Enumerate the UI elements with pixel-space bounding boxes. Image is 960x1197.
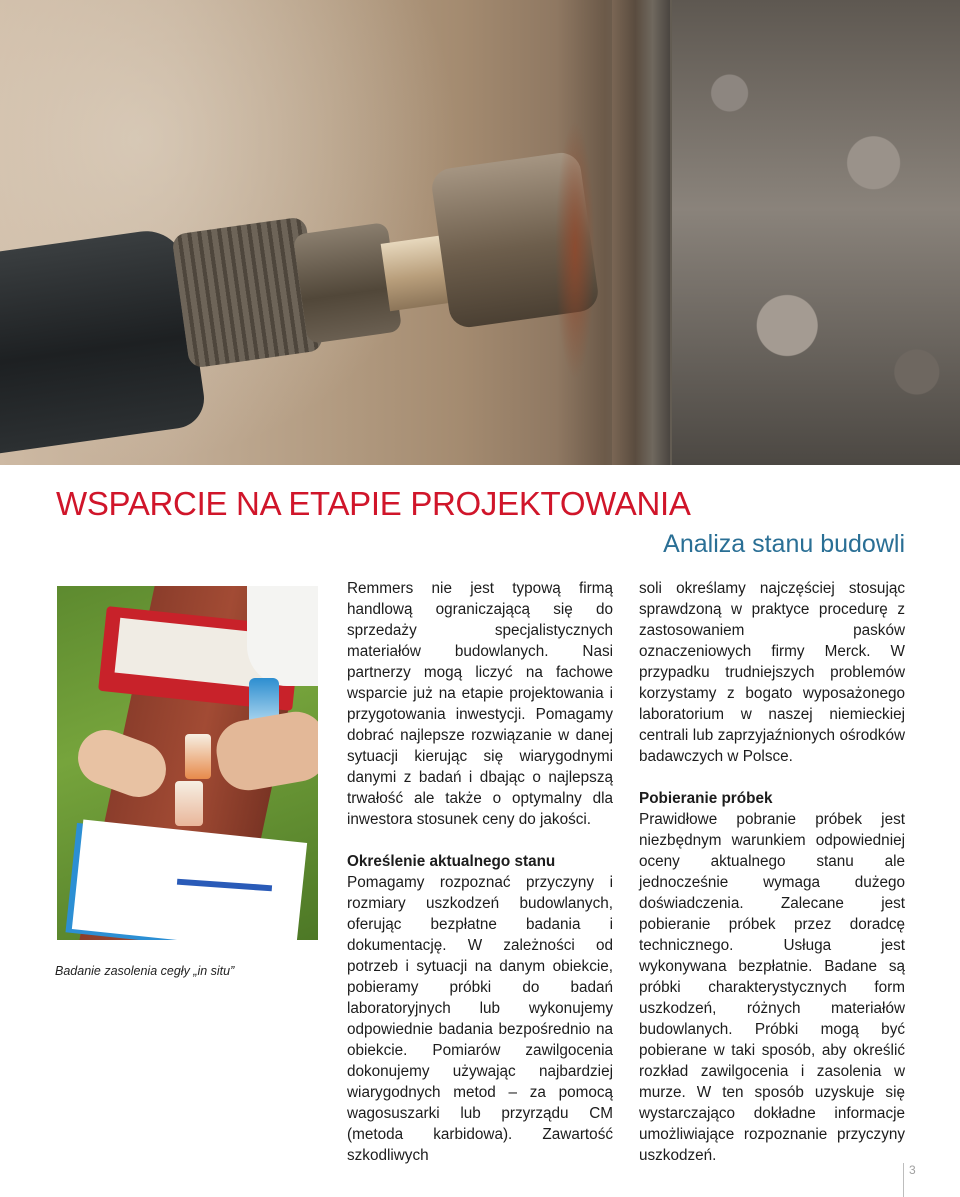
hero-photo-core-drilling — [0, 0, 960, 465]
page-number: 3 — [909, 1163, 916, 1177]
photo-sleeve — [247, 586, 318, 686]
section-paragraph-current-state: Pomagamy rozpoznać przyczyny i rozmiary uszkodzeń budowlanych, oferując bezpłatne badania i dokumentację. W zależności od potrzeb i sytuacji na danym obiekcie, pobieramy próbki do badań laboratoryjnych lub wykonujemy odpowiednie badania bezpośrednio na obiekcie. Pomiarów zawilgocenia dokonujemy używając najbardziej wiarygodnych metod – za pomocą wagosuszarki lub przyrządu CM (metoda karbidowa). Zawartość szkodliwych — [347, 874, 613, 1164]
page-title: WSPARCIE NA ETAPIE PROJEKTOWANIA — [56, 485, 691, 522]
text-column-right — [639, 578, 905, 1166]
page-number-divider — [903, 1163, 904, 1197]
section-heading-current-state: Określenie aktualnego stanu — [347, 853, 556, 870]
figure-photo-salinity-test — [57, 586, 318, 940]
drilling-dust — [555, 120, 595, 380]
section-paragraph-sampling: Prawidłowe pobranie próbek jest niezbędnym warunkiem odpowiedniej oceny aktualnego stanu ale jednocześnie wymaga dużego doświadczenia. Zalecane jest pobieranie próbek przez doradcę technicznego. Usługa jest wykonywana bezpłatnie. Badane są próbki charakterystycznych form uszkodzeń, różnych materiałów budowlanych. Próbki mogą być pobierane w taki sposób, aby określić rozkład zawilgocenia i zasolenia w murze. W ten sposób uzyskuje się wystarczająco dokładne informacje umożliwiające rozpoznanie przyczyny uszkodzeń. — [639, 811, 905, 1164]
wall-edge — [612, 0, 670, 465]
continuation-paragraph: soli określamy najczęściej stosując sprawdzoną w praktyce procedurę z zastosowaniem pasków oznaczeniowych firmy Merck. W przypadku trudniejszych problemów korzystamy z bogato wyposażonego laboratorium w naszej niemieckiej centrali lub zaprzyjaźnionych ośrodków badawczych w Polsce. — [639, 580, 905, 765]
wall-rough-surface — [672, 0, 960, 465]
page-subtitle: Analiza stanu budowli — [663, 530, 905, 558]
photo-jar — [185, 734, 211, 779]
intro-paragraph: Remmers nie jest typową firmą handlową ograniczającą się do sprzedaży specjalistycznych materiałów budowlanych. Nasi partnerzy mogą liczyć na fachowe wsparcie już na etapie projektowania i przygotowania inwestycji. Pomagamy dobrać najlepsze rozwiązanie w danej sytuacji kierując się wiarygodnymi danymi z badań i dbając o najlepszą trwałość ale także o optymalny dla inwestora stosunek ceny do jakości. — [347, 580, 613, 828]
text-column-left — [347, 578, 613, 1166]
photo-jar — [175, 781, 203, 826]
section-heading-sampling: Pobieranie próbek — [639, 790, 773, 807]
figure-caption: Badanie zasolenia cegły „in situ” — [55, 964, 235, 978]
